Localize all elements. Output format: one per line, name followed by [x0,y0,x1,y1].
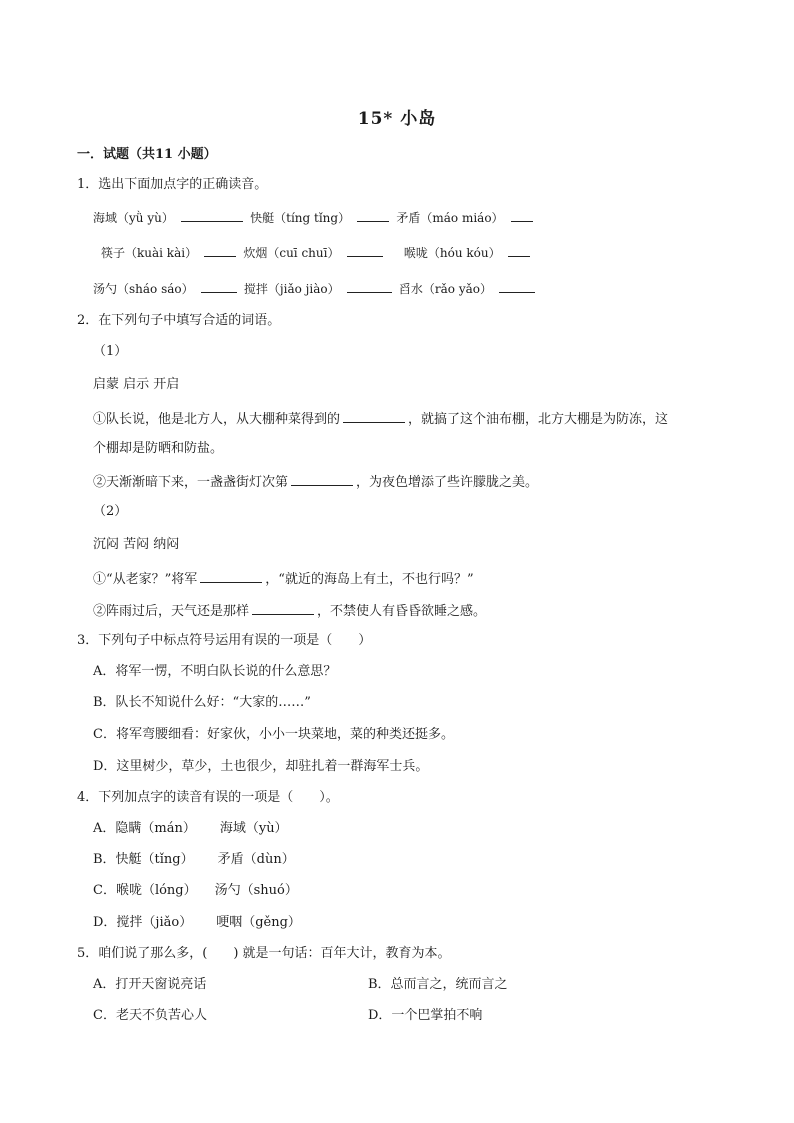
question-3-stem: 3．下列句子中标点符号运用有误的一项是（ ） [77,633,372,648]
q5-option-b[interactable]: B．总而言之，统而言之 [368,977,508,992]
answer-blank[interactable] [347,279,392,293]
q1-item: 炊烟（cuī chuī） [243,246,340,260]
answer-blank[interactable] [343,409,405,423]
q1-row-2 [101,243,533,263]
q5-option-d[interactable]: D．一个巴掌拍不响 [368,1008,483,1023]
answer-blank[interactable] [508,243,530,257]
q1-item: 搅拌（jiǎo jiào） [243,282,340,296]
answer-blank[interactable] [357,208,389,222]
q2-part-1-words: 启蒙 启示 开启 [93,377,180,392]
answer-blank[interactable] [252,601,314,615]
q2-part-1-label: （1） [93,344,128,359]
question-1-stem: 1．选出下面加点字的正确读音。 [77,177,268,192]
q3-option-b[interactable]: B．队长不知说什么好：“大家的……” [93,695,311,710]
answer-blank[interactable] [499,279,535,293]
q2-part-2-words: 沉闷 苦闷 纳闷 [93,537,180,552]
q4-option-d[interactable]: D．搅拌（jiǎo） 哽咽（gěng） [93,915,301,930]
question-2-stem: 2．在下列句子中填写合适的词语。 [77,313,281,328]
q5-option-c[interactable]: C．老天不负苦心人 [93,1008,207,1023]
page-title: 15* 小岛 [357,109,437,129]
q1-item: 筷子（kuài kài） [101,246,198,260]
q4-option-a[interactable]: A．隐瞒（mán） 海域（yù） [93,821,288,836]
q3-option-a[interactable]: A．将军一愣，不明白队长说的什么意思？ [93,664,337,679]
q1-item: 汤勺（sháo sáo） [93,282,194,296]
question-5-stem: 5．咱们说了那么多，( ) 就是一句话：百年大计，教育为本。 [77,946,451,961]
q1-row-1 [93,208,536,228]
q3-option-d[interactable]: D．这里树少，草少，土也很少，却驻扎着一群海军士兵。 [93,759,429,774]
section-heading: 一．试题（共11 小题） [77,147,217,162]
question-4-stem: 4．下列加点字的读音有误的一项是（ ）。 [77,790,339,805]
answer-blank[interactable] [511,208,533,222]
q4-option-b[interactable]: B．快艇（tǐng） 矛盾（dùn） [93,852,295,867]
answer-blank[interactable] [200,569,262,583]
q1-item: 海域（yǜ yù） [93,211,174,225]
q2-part-1-sentence-1: ①队长说，他是北方人，从大棚种菜得到的 ，就搞了这个油布棚，北方大棚是为防冻，这 [93,409,668,429]
q1-item: 快艇（tíng tǐng） [250,211,351,225]
q2-part-2-label: （2） [93,504,128,519]
answer-blank[interactable] [204,243,236,257]
q4-option-c[interactable]: C．喉咙（lóng） 汤勺（shuó） [93,883,298,898]
answer-blank[interactable] [347,243,383,257]
q3-option-c[interactable]: C．将军弯腰细看：好家伙，小小一块菜地，菜的种类还挺多。 [93,727,454,742]
answer-blank[interactable] [181,208,243,222]
q2-part-1-sentence-1-cont: 个棚却是防晒和防盐。 [93,441,224,456]
q1-item: 舀水（rǎo yǎo） [398,282,492,296]
q2-part-2-sentence-2: ②阵雨过后，天气还是那样 ，不禁使人有昏昏欲睡之感。 [93,601,486,621]
q1-item: 喉咙（hóu kóu） [403,246,501,260]
q2-part-2-sentence-1: ①“从老家？”将军 ，“就近的海岛上有土，不也行吗？” [93,569,474,589]
q5-option-a[interactable]: A．打开天窗说亮话 [93,977,207,992]
q2-part-1-sentence-2: ②天渐渐暗下来，一盏盏街灯次第 ，为夜色增添了些许朦胧之美。 [93,472,538,492]
answer-blank[interactable] [291,472,353,486]
q1-item: 矛盾（máo miáo） [396,211,504,225]
answer-blank[interactable] [201,279,237,293]
q1-row-3 [93,279,538,299]
